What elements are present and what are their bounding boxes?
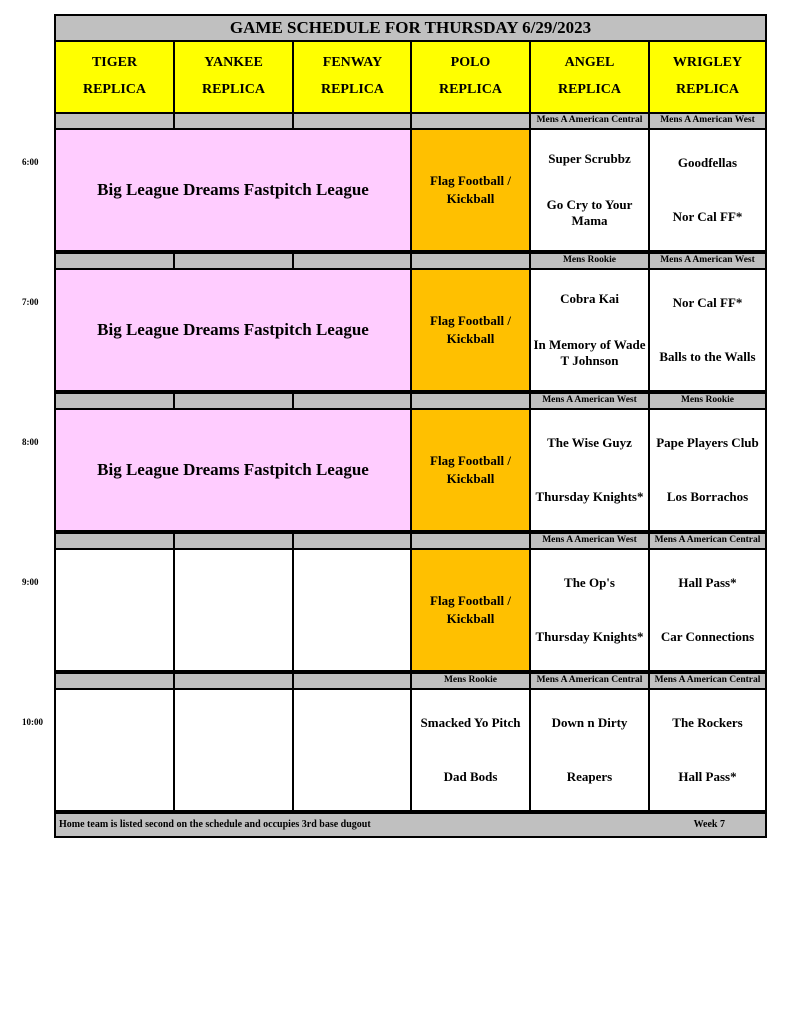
away-team: The Wise Guyz <box>547 434 632 450</box>
division-label: Mens A American West <box>648 112 767 130</box>
time-label: 8:00 <box>22 437 39 447</box>
flag-football-block: Flag Football / Kickball <box>410 548 531 672</box>
schedule-title: GAME SCHEDULE FOR THURSDAY 6/29/2023 <box>54 14 767 42</box>
flag-football-block: Flag Football / Kickball <box>410 268 531 392</box>
division-label: Mens A American Central <box>648 672 767 690</box>
home-team: Thursday Knights* <box>535 628 644 644</box>
field-header-angel <box>529 40 650 114</box>
fastpitch-block: Big League Dreams Fastpitch League <box>54 128 412 252</box>
field-name: POLO <box>450 55 491 71</box>
field-sub: REPLICA <box>201 82 265 97</box>
away-team: Pape Players Club <box>656 434 759 450</box>
division-label: Mens Rookie <box>648 392 767 410</box>
game-cell <box>529 548 650 672</box>
footer-week: Week 7 <box>693 818 725 830</box>
empty-cell <box>292 548 412 672</box>
home-team: In Memory of Wade T Johnson <box>533 336 646 368</box>
fastpitch-block: Big League Dreams Fastpitch League <box>54 268 412 392</box>
away-team: The Rockers <box>672 714 743 730</box>
time-label: 9:00 <box>22 577 39 587</box>
away-team: Goodfellas <box>677 154 738 170</box>
time-label: 7:00 <box>22 297 39 307</box>
empty-cell <box>173 548 294 672</box>
game-cell <box>410 688 531 812</box>
field-name: FENWAY <box>322 55 383 71</box>
field-sub: REPLICA <box>675 82 739 97</box>
division-label: Mens A American Central <box>529 672 650 690</box>
away-team: Cobra Kai <box>560 290 619 306</box>
home-team: Hall Pass* <box>678 768 737 784</box>
field-sub: REPLICA <box>557 82 621 97</box>
game-cell <box>648 548 767 672</box>
field-name: TIGER <box>91 55 138 71</box>
game-cell <box>529 688 650 812</box>
field-name: YANKEE <box>204 55 263 71</box>
game-cell <box>529 268 650 392</box>
game-cell <box>529 408 650 532</box>
schedule-table <box>54 14 767 838</box>
home-team: Car Connections <box>660 628 755 644</box>
away-team: The Op's <box>564 574 615 590</box>
division-label: Mens A American Central <box>529 112 650 130</box>
home-team: Thursday Knights* <box>535 488 644 504</box>
fastpitch-block: Big League Dreams Fastpitch League <box>54 408 412 532</box>
field-name: WRIGLEY <box>672 55 743 71</box>
division-label: Mens A American West <box>648 252 767 270</box>
flag-football-block: Flag Football / Kickball <box>410 408 531 532</box>
home-team: Reapers <box>566 768 613 784</box>
game-cell <box>648 408 767 532</box>
division-label: Mens A American Central <box>648 532 767 550</box>
empty-cell <box>54 548 175 672</box>
home-team: Los Borrachos <box>666 488 749 504</box>
away-team: Super Scrubbz <box>548 150 631 166</box>
field-name: ANGEL <box>564 55 615 71</box>
away-team: Hall Pass* <box>678 574 737 590</box>
field-header-yankee <box>173 40 294 114</box>
division-label: Mens A American West <box>529 532 650 550</box>
flag-football-block: Flag Football / Kickball <box>410 128 531 252</box>
division-label: Mens Rookie <box>529 252 650 270</box>
field-header-polo <box>410 40 531 114</box>
field-sub: REPLICA <box>82 82 146 97</box>
home-team: Dad Bods <box>443 768 498 784</box>
field-header-wrigley <box>648 40 767 114</box>
footer-note: Home team is listed second on the schedule and occupies 3rd base dugout <box>59 818 371 830</box>
game-cell <box>648 128 767 252</box>
away-team: Down n Dirty <box>551 714 628 730</box>
away-team: Nor Cal FF* <box>672 294 743 310</box>
field-header-tiger <box>54 40 175 114</box>
time-label: 10:00 <box>22 717 43 727</box>
division-label: Mens A American West <box>529 392 650 410</box>
field-sub: REPLICA <box>438 82 502 97</box>
home-team: Nor Cal FF* <box>672 208 743 224</box>
game-cell <box>648 688 767 812</box>
empty-cell <box>292 688 412 812</box>
empty-cell <box>173 688 294 812</box>
game-cell <box>648 268 767 392</box>
field-header-fenway <box>292 40 413 114</box>
empty-cell <box>54 688 175 812</box>
game-cell <box>529 128 650 252</box>
field-sub: REPLICA <box>320 82 384 97</box>
home-team: Go Cry to Your Mama <box>546 196 633 228</box>
schedule-footer <box>54 812 767 838</box>
division-label: Mens Rookie <box>410 672 531 690</box>
home-team: Balls to the Walls <box>659 348 756 364</box>
time-label: 6:00 <box>22 157 39 167</box>
away-team: Smacked Yo Pitch <box>420 714 521 730</box>
